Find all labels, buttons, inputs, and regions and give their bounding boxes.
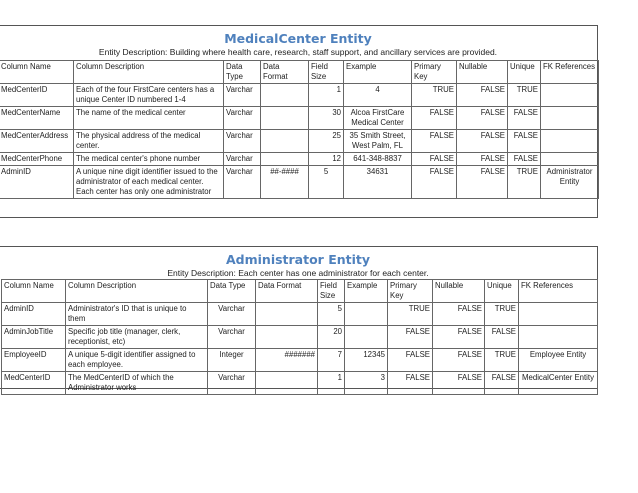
cell-fk-references: Administrator Entity bbox=[541, 166, 599, 199]
cell-example: 35 Smith Street, West Palm, FL bbox=[344, 130, 412, 153]
cell-field-size: 7 bbox=[318, 349, 345, 372]
cell-column-name: MedCenterID bbox=[2, 372, 66, 395]
cell-unique: FALSE bbox=[485, 372, 519, 395]
col-header-unique: Unique bbox=[508, 61, 541, 84]
col-header-column-description: Column Description bbox=[74, 61, 224, 84]
cell-fk-references bbox=[541, 130, 599, 153]
cell-column-description: Each of the four FirstCare centers has a unique Center ID numbered 1-4 bbox=[74, 84, 224, 107]
cell-data-format bbox=[256, 326, 318, 349]
cell-nullable: FALSE bbox=[457, 84, 508, 107]
cell-fk-references bbox=[541, 153, 599, 166]
cell-data-format: ##-#### bbox=[261, 166, 309, 199]
col-header-example: Example bbox=[345, 280, 388, 303]
cell-unique: FALSE bbox=[508, 153, 541, 166]
cell-primary-key: FALSE bbox=[388, 349, 433, 372]
cell-field-size: 20 bbox=[318, 326, 345, 349]
cell-example: 3 bbox=[345, 372, 388, 395]
cell-column-description: The name of the medical center bbox=[74, 107, 224, 130]
col-header-nullable: Nullable bbox=[457, 61, 508, 84]
cell-primary-key: FALSE bbox=[412, 107, 457, 130]
cell-example: Alcoa FirstCare Medical Center bbox=[344, 107, 412, 130]
cell-data-format bbox=[261, 84, 309, 107]
cell-example: 12345 bbox=[345, 349, 388, 372]
cell-column-name: EmployeeID bbox=[2, 349, 66, 372]
table-row bbox=[0, 84, 599, 107]
cell-column-name: MedCenterAddress bbox=[0, 130, 74, 153]
entity-description: Entity Description: Each center has one administrator for each center. bbox=[167, 268, 429, 278]
col-header-fk-references: FK References bbox=[519, 280, 598, 303]
cell-nullable: FALSE bbox=[457, 166, 508, 199]
cell-data-format bbox=[261, 153, 309, 166]
cell-data-type: Varchar bbox=[208, 372, 256, 395]
entity-table bbox=[0, 60, 599, 199]
cell-example: 4 bbox=[344, 84, 412, 107]
cell-data-format bbox=[261, 107, 309, 130]
table-row bbox=[0, 166, 599, 199]
table-row bbox=[2, 372, 598, 395]
cell-data-type: Varchar bbox=[208, 326, 256, 349]
cell-example: 34631 bbox=[344, 166, 412, 199]
entity-title: Administrator Entity bbox=[225, 252, 371, 267]
cell-primary-key: TRUE bbox=[412, 84, 457, 107]
cell-example bbox=[345, 303, 388, 326]
col-header-primary-key: Primary Key bbox=[412, 61, 457, 84]
table-row bbox=[2, 303, 598, 326]
cell-unique: TRUE bbox=[508, 166, 541, 199]
col-header-primary-key: Primary Key bbox=[388, 280, 433, 303]
cell-primary-key: TRUE bbox=[388, 303, 433, 326]
col-header-field-size: Field Size bbox=[318, 280, 345, 303]
table-row bbox=[0, 130, 599, 153]
cell-fk-references bbox=[541, 107, 599, 130]
cell-column-name: AdminID bbox=[2, 303, 66, 326]
cell-field-size: 25 bbox=[309, 130, 344, 153]
cell-primary-key: FALSE bbox=[412, 166, 457, 199]
cell-data-format bbox=[256, 303, 318, 326]
col-header-fk-references: FK References bbox=[541, 61, 599, 84]
cell-data-type: Varchar bbox=[208, 303, 256, 326]
col-header-field-size: Field Size bbox=[309, 61, 344, 84]
cell-unique: TRUE bbox=[485, 303, 519, 326]
cell-nullable: FALSE bbox=[457, 130, 508, 153]
cell-column-description: The physical address of the medical center. bbox=[74, 130, 224, 153]
cell-nullable: FALSE bbox=[457, 153, 508, 166]
table-row bbox=[2, 349, 598, 372]
cell-field-size: 30 bbox=[309, 107, 344, 130]
cell-column-name: MedCenterPhone bbox=[0, 153, 74, 166]
cell-column-name: AdminID bbox=[0, 166, 74, 199]
col-header-nullable: Nullable bbox=[433, 280, 485, 303]
cell-unique: TRUE bbox=[508, 84, 541, 107]
cell-primary-key: FALSE bbox=[388, 326, 433, 349]
cell-unique: FALSE bbox=[508, 107, 541, 130]
cell-column-description: Specific job title (manager, clerk, receptionist, etc) bbox=[66, 326, 208, 349]
col-header-column-description: Column Description bbox=[66, 280, 208, 303]
col-header-unique: Unique bbox=[485, 280, 519, 303]
cell-nullable: FALSE bbox=[457, 107, 508, 130]
cell-column-description: The MedCenterID of which the Administrator works bbox=[66, 372, 208, 395]
cell-fk-references: MedicalCenter Entity bbox=[519, 372, 598, 395]
cell-primary-key: FALSE bbox=[412, 130, 457, 153]
cell-field-size: 5 bbox=[309, 166, 344, 199]
cell-column-name: AdminJobTitle bbox=[2, 326, 66, 349]
cell-field-size: 12 bbox=[309, 153, 344, 166]
table-row bbox=[0, 107, 599, 130]
cell-example bbox=[345, 326, 388, 349]
administrator-entity-section bbox=[0, 246, 598, 392]
medicalcenter-entity-section bbox=[0, 25, 598, 218]
col-header-data-type: Data Type bbox=[224, 61, 261, 84]
header-row bbox=[0, 61, 599, 84]
entity-description: Entity Description: Building where health care, research, staff support, and ancillary services are provided. bbox=[98, 47, 498, 57]
cell-nullable: FALSE bbox=[433, 303, 485, 326]
entity-table bbox=[1, 279, 598, 395]
col-header-example: Example bbox=[344, 61, 412, 84]
cell-column-description: The medical center's phone number bbox=[74, 153, 224, 166]
cell-unique: TRUE bbox=[485, 349, 519, 372]
cell-column-name: MedCenterID bbox=[0, 84, 74, 107]
cell-fk-references bbox=[519, 326, 598, 349]
cell-nullable: FALSE bbox=[433, 349, 485, 372]
cell-unique: FALSE bbox=[485, 326, 519, 349]
cell-data-type: Varchar bbox=[224, 166, 261, 199]
cell-data-type: Varchar bbox=[224, 84, 261, 107]
cell-data-format bbox=[261, 130, 309, 153]
cell-primary-key: FALSE bbox=[388, 372, 433, 395]
cell-fk-references: Employee Entity bbox=[519, 349, 598, 372]
col-header-column-name: Column Name bbox=[0, 61, 74, 84]
header-row bbox=[2, 280, 598, 303]
cell-field-size: 1 bbox=[318, 372, 345, 395]
col-header-data-type: Data Type bbox=[208, 280, 256, 303]
table-row bbox=[2, 326, 598, 349]
cell-data-type: Varchar bbox=[224, 153, 261, 166]
cell-column-description: A unique 5-digit identifier assigned to each employee. bbox=[66, 349, 208, 372]
col-header-data-format: Data Format bbox=[261, 61, 309, 84]
cell-example: 641-348-8837 bbox=[344, 153, 412, 166]
cell-fk-references bbox=[541, 84, 599, 107]
cell-fk-references bbox=[519, 303, 598, 326]
cell-column-name: MedCenterName bbox=[0, 107, 74, 130]
cell-field-size: 5 bbox=[318, 303, 345, 326]
cell-data-format bbox=[256, 372, 318, 395]
table-row bbox=[0, 153, 599, 166]
cell-nullable: FALSE bbox=[433, 326, 485, 349]
cell-column-description: A unique nine digit identifier issued to the administrator of each medical center. Each center has only one administrator bbox=[74, 166, 224, 199]
cell-data-type: Integer bbox=[208, 349, 256, 372]
cell-primary-key: FALSE bbox=[412, 153, 457, 166]
col-header-data-format: Data Format bbox=[256, 280, 318, 303]
cell-nullable: FALSE bbox=[433, 372, 485, 395]
col-header-column-name: Column Name bbox=[2, 280, 66, 303]
cell-unique: FALSE bbox=[508, 130, 541, 153]
cell-data-format: ####### bbox=[256, 349, 318, 372]
cell-column-description: Administrator's ID that is unique to them bbox=[66, 303, 208, 326]
cell-field-size: 1 bbox=[309, 84, 344, 107]
cell-data-type: Varchar bbox=[224, 130, 261, 153]
cell-data-type: Varchar bbox=[224, 107, 261, 130]
entity-title: MedicalCenter Entity bbox=[224, 31, 372, 46]
